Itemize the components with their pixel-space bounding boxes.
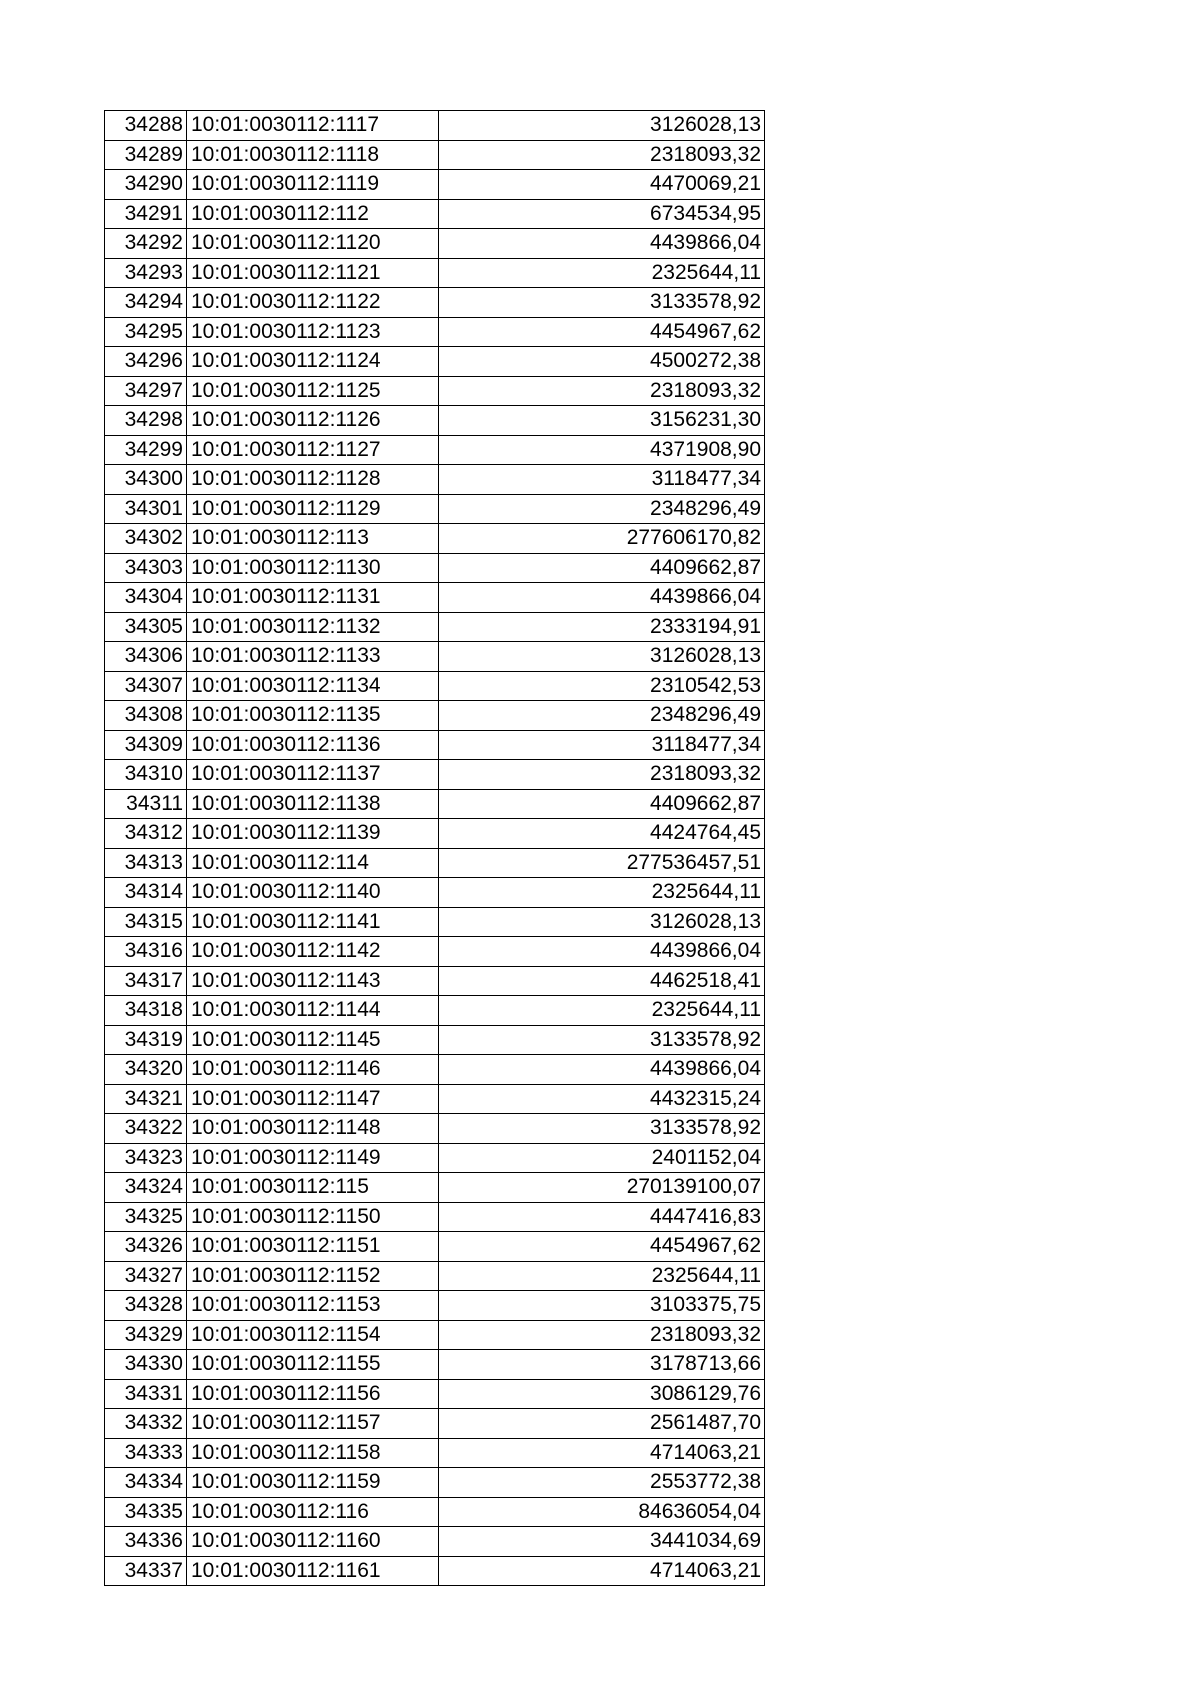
cadastral-number-cell: 10:01:0030112:1118 [187, 140, 439, 170]
row-number-cell: 34323 [105, 1143, 187, 1173]
table-row [105, 288, 765, 318]
cadastral-value-cell: 2318093,32 [439, 140, 765, 170]
table-row [105, 1438, 765, 1468]
row-number-cell: 34333 [105, 1438, 187, 1468]
cadastral-value-cell: 3126028,13 [439, 907, 765, 937]
cadastral-number-cell: 10:01:0030112:1153 [187, 1291, 439, 1321]
cadastral-value-cell: 4447416,83 [439, 1202, 765, 1232]
table-row [105, 789, 765, 819]
cadastral-number-cell: 10:01:0030112:1131 [187, 583, 439, 613]
table-row [105, 111, 765, 141]
row-number-cell: 34302 [105, 524, 187, 554]
cadastral-value-cell: 2325644,11 [439, 878, 765, 908]
cadastral-value-cell: 4470069,21 [439, 170, 765, 200]
cadastral-value-cell: 3441034,69 [439, 1527, 765, 1557]
cadastral-number-cell: 10:01:0030112:1154 [187, 1320, 439, 1350]
table-row [105, 406, 765, 436]
cadastral-number-cell: 10:01:0030112:1119 [187, 170, 439, 200]
table-row [105, 494, 765, 524]
row-number-cell: 34324 [105, 1173, 187, 1203]
table-row [105, 1025, 765, 1055]
table-row [105, 642, 765, 672]
cadastral-value-cell: 3133578,92 [439, 288, 765, 318]
cadastral-number-cell: 10:01:0030112:1144 [187, 996, 439, 1026]
cadastral-number-cell: 10:01:0030112:115 [187, 1173, 439, 1203]
cadastral-value-cell: 3118477,34 [439, 465, 765, 495]
row-number-cell: 34321 [105, 1084, 187, 1114]
table-row [105, 1232, 765, 1262]
table-row [105, 140, 765, 170]
row-number-cell: 34311 [105, 789, 187, 819]
cadastral-number-cell: 10:01:0030112:1141 [187, 907, 439, 937]
cadastral-value-cell: 4439866,04 [439, 937, 765, 967]
row-number-cell: 34301 [105, 494, 187, 524]
table-row [105, 996, 765, 1026]
cadastral-value-cell: 4454967,62 [439, 1232, 765, 1262]
cadastral-number-cell: 10:01:0030112:1134 [187, 671, 439, 701]
cadastral-value-cell: 4424764,45 [439, 819, 765, 849]
cadastral-value-cell: 2318093,32 [439, 760, 765, 790]
row-number-cell: 34314 [105, 878, 187, 908]
row-number-cell: 34308 [105, 701, 187, 731]
table-row [105, 1202, 765, 1232]
row-number-cell: 34329 [105, 1320, 187, 1350]
table-row [105, 229, 765, 259]
row-number-cell: 34318 [105, 996, 187, 1026]
row-number-cell: 34305 [105, 612, 187, 642]
row-number-cell: 34337 [105, 1556, 187, 1586]
cadastral-value-cell: 2325644,11 [439, 1261, 765, 1291]
row-number-cell: 34292 [105, 229, 187, 259]
row-number-cell: 34315 [105, 907, 187, 937]
row-number-cell: 34296 [105, 347, 187, 377]
row-number-cell: 34316 [105, 937, 187, 967]
cadastral-value-cell: 277536457,51 [439, 848, 765, 878]
table-row [105, 878, 765, 908]
row-number-cell: 34298 [105, 406, 187, 436]
row-number-cell: 34300 [105, 465, 187, 495]
cadastral-number-cell: 10:01:0030112:1138 [187, 789, 439, 819]
row-number-cell: 34313 [105, 848, 187, 878]
cadastral-number-cell: 10:01:0030112:1146 [187, 1055, 439, 1085]
cadastral-number-cell: 10:01:0030112:1122 [187, 288, 439, 318]
cadastral-value-cell: 2310542,53 [439, 671, 765, 701]
cadastral-value-cell: 84636054,04 [439, 1497, 765, 1527]
table-row [105, 1055, 765, 1085]
cadastral-number-cell: 10:01:0030112:1151 [187, 1232, 439, 1262]
table-row [105, 376, 765, 406]
cadastral-number-cell: 10:01:0030112:1143 [187, 966, 439, 996]
cadastral-value-cell: 4432315,24 [439, 1084, 765, 1114]
table-row [105, 966, 765, 996]
table-row [105, 1143, 765, 1173]
cadastral-value-cell: 2325644,11 [439, 258, 765, 288]
table-row [105, 907, 765, 937]
cadastral-value-cell: 2325644,11 [439, 996, 765, 1026]
table-row [105, 524, 765, 554]
row-number-cell: 34310 [105, 760, 187, 790]
table-row [105, 1556, 765, 1586]
cadastral-number-cell: 10:01:0030112:1117 [187, 111, 439, 141]
row-number-cell: 34312 [105, 819, 187, 849]
cadastral-value-cell: 2318093,32 [439, 1320, 765, 1350]
cadastral-number-cell: 10:01:0030112:114 [187, 848, 439, 878]
row-number-cell: 34325 [105, 1202, 187, 1232]
cadastral-value-cell: 270139100,07 [439, 1173, 765, 1203]
row-number-cell: 34327 [105, 1261, 187, 1291]
cadastral-number-cell: 10:01:0030112:1139 [187, 819, 439, 849]
cadastral-value-cell: 2333194,91 [439, 612, 765, 642]
cadastral-number-cell: 10:01:0030112:1121 [187, 258, 439, 288]
cadastral-number-cell: 10:01:0030112:1158 [187, 1438, 439, 1468]
cadastral-number-cell: 10:01:0030112:1133 [187, 642, 439, 672]
cadastral-value-cell: 4714063,21 [439, 1438, 765, 1468]
row-number-cell: 34304 [105, 583, 187, 613]
row-number-cell: 34291 [105, 199, 187, 229]
table-row [105, 1173, 765, 1203]
cadastral-value-cell: 4409662,87 [439, 789, 765, 819]
table-row [105, 1379, 765, 1409]
cadastral-value-cell: 2561487,70 [439, 1409, 765, 1439]
row-number-cell: 34330 [105, 1350, 187, 1380]
cadastral-value-cell: 4462518,41 [439, 966, 765, 996]
table-row [105, 258, 765, 288]
row-number-cell: 34297 [105, 376, 187, 406]
row-number-cell: 34295 [105, 317, 187, 347]
table-row [105, 347, 765, 377]
cadastral-value-cell: 3126028,13 [439, 642, 765, 672]
row-number-cell: 34289 [105, 140, 187, 170]
cadastral-value-cell: 4500272,38 [439, 347, 765, 377]
cadastral-number-cell: 10:01:0030112:1135 [187, 701, 439, 731]
cadastral-value-cell: 2553772,38 [439, 1468, 765, 1498]
cadastral-number-cell: 10:01:0030112:1120 [187, 229, 439, 259]
table-row [105, 583, 765, 613]
table-row [105, 760, 765, 790]
row-number-cell: 34294 [105, 288, 187, 318]
cadastral-value-cell: 3126028,13 [439, 111, 765, 141]
row-number-cell: 34306 [105, 642, 187, 672]
cadastral-number-cell: 10:01:0030112:1136 [187, 730, 439, 760]
cadastral-value-cell: 2401152,04 [439, 1143, 765, 1173]
cadastral-number-cell: 10:01:0030112:1149 [187, 1143, 439, 1173]
cadastral-value-cell: 3118477,34 [439, 730, 765, 760]
row-number-cell: 34299 [105, 435, 187, 465]
row-number-cell: 34332 [105, 1409, 187, 1439]
table-row [105, 730, 765, 760]
row-number-cell: 34320 [105, 1055, 187, 1085]
cadastral-number-cell: 10:01:0030112:1132 [187, 612, 439, 642]
table-row [105, 170, 765, 200]
cadastral-value-cell: 4409662,87 [439, 553, 765, 583]
cadastral-number-cell: 10:01:0030112:1124 [187, 347, 439, 377]
cadastral-value-cell: 4371908,90 [439, 435, 765, 465]
data-table [104, 110, 765, 1586]
cadastral-value-cell: 3178713,66 [439, 1350, 765, 1380]
table-row [105, 1350, 765, 1380]
table-row [105, 671, 765, 701]
cadastral-value-cell: 6734534,95 [439, 199, 765, 229]
cadastral-value-cell: 4439866,04 [439, 1055, 765, 1085]
cadastral-number-cell: 10:01:0030112:1142 [187, 937, 439, 967]
row-number-cell: 34326 [105, 1232, 187, 1262]
table-row [105, 1409, 765, 1439]
cadastral-value-cell: 2318093,32 [439, 376, 765, 406]
cadastral-number-cell: 10:01:0030112:1137 [187, 760, 439, 790]
table-row [105, 435, 765, 465]
cadastral-value-cell: 4454967,62 [439, 317, 765, 347]
table-row [105, 553, 765, 583]
cadastral-number-cell: 10:01:0030112:1130 [187, 553, 439, 583]
cadastral-number-cell: 10:01:0030112:1128 [187, 465, 439, 495]
row-number-cell: 34319 [105, 1025, 187, 1055]
cadastral-number-cell: 10:01:0030112:1127 [187, 435, 439, 465]
cadastral-value-cell: 4439866,04 [439, 229, 765, 259]
row-number-cell: 34336 [105, 1527, 187, 1557]
cadastral-number-cell: 10:01:0030112:1140 [187, 878, 439, 908]
cadastral-value-cell: 4439866,04 [439, 583, 765, 613]
table-row [105, 1261, 765, 1291]
table-row [105, 1497, 765, 1527]
row-number-cell: 34307 [105, 671, 187, 701]
cadastral-value-cell: 2348296,49 [439, 701, 765, 731]
row-number-cell: 34334 [105, 1468, 187, 1498]
row-number-cell: 34322 [105, 1114, 187, 1144]
table-row [105, 199, 765, 229]
table-row [105, 612, 765, 642]
table-row [105, 1468, 765, 1498]
cadastral-value-cell: 3133578,92 [439, 1025, 765, 1055]
cadastral-number-cell: 10:01:0030112:1150 [187, 1202, 439, 1232]
row-number-cell: 34288 [105, 111, 187, 141]
cadastral-value-cell: 3133578,92 [439, 1114, 765, 1144]
cadastral-number-cell: 10:01:0030112:116 [187, 1497, 439, 1527]
cadastral-number-cell: 10:01:0030112:113 [187, 524, 439, 554]
cadastral-number-cell: 10:01:0030112:1126 [187, 406, 439, 436]
cadastral-value-cell: 3156231,30 [439, 406, 765, 436]
row-number-cell: 34331 [105, 1379, 187, 1409]
table-row [105, 1084, 765, 1114]
table-row [105, 317, 765, 347]
table-row [105, 848, 765, 878]
table-row [105, 819, 765, 849]
table-row [105, 701, 765, 731]
table-row [105, 1320, 765, 1350]
row-number-cell: 34317 [105, 966, 187, 996]
cadastral-number-cell: 10:01:0030112:112 [187, 199, 439, 229]
cadastral-number-cell: 10:01:0030112:1157 [187, 1409, 439, 1439]
row-number-cell: 34328 [105, 1291, 187, 1321]
cadastral-value-cell: 4714063,21 [439, 1556, 765, 1586]
cadastral-number-cell: 10:01:0030112:1152 [187, 1261, 439, 1291]
row-number-cell: 34293 [105, 258, 187, 288]
cadastral-value-cell: 3086129,76 [439, 1379, 765, 1409]
cadastral-value-cell: 2348296,49 [439, 494, 765, 524]
row-number-cell: 34290 [105, 170, 187, 200]
cadastral-number-cell: 10:01:0030112:1156 [187, 1379, 439, 1409]
table-body [105, 111, 765, 1586]
cadastral-number-cell: 10:01:0030112:1148 [187, 1114, 439, 1144]
row-number-cell: 34309 [105, 730, 187, 760]
table-row [105, 937, 765, 967]
cadastral-number-cell: 10:01:0030112:1147 [187, 1084, 439, 1114]
cadastral-value-cell: 277606170,82 [439, 524, 765, 554]
cadastral-number-cell: 10:01:0030112:1161 [187, 1556, 439, 1586]
cadastral-number-cell: 10:01:0030112:1159 [187, 1468, 439, 1498]
table-row [105, 1527, 765, 1557]
cadastral-number-cell: 10:01:0030112:1129 [187, 494, 439, 524]
row-number-cell: 34303 [105, 553, 187, 583]
cadastral-value-cell: 3103375,75 [439, 1291, 765, 1321]
cadastral-number-cell: 10:01:0030112:1160 [187, 1527, 439, 1557]
cadastral-number-cell: 10:01:0030112:1125 [187, 376, 439, 406]
table-row [105, 1291, 765, 1321]
table-row [105, 465, 765, 495]
table-row [105, 1114, 765, 1144]
cadastral-number-cell: 10:01:0030112:1123 [187, 317, 439, 347]
cadastral-number-cell: 10:01:0030112:1155 [187, 1350, 439, 1380]
row-number-cell: 34335 [105, 1497, 187, 1527]
cadastral-number-cell: 10:01:0030112:1145 [187, 1025, 439, 1055]
